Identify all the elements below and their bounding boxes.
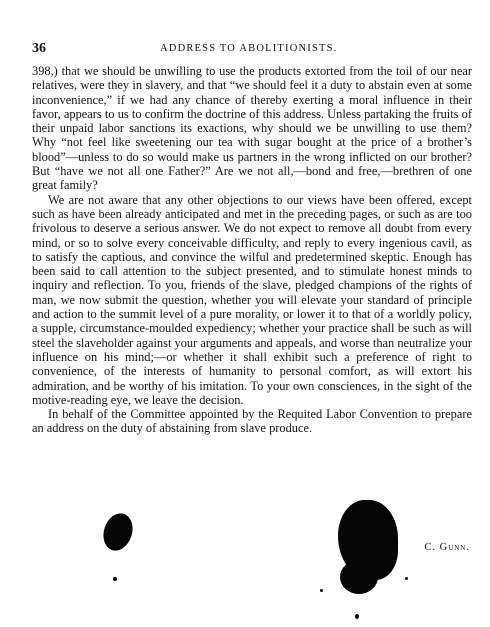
paragraph-objections: We are not aware that any other objections to our views have been offered, except such as have been already anticipated and met in the preceding pages, or such as are too frivolous to deserve a serious answer. We do not expect to remove all doubt from every mind, or so to solve every conceivable difficulty, and reply to every ingenious cavil, as to satisfy the captious, and convince the wilful and predetermined skeptic. Enough has been said to call attention to the subject presented, and to stimulate honest minds to inquiry and reflection. To you, friends of the slave, pledged champions of the rights of man, we now submit the question, whether you will elevate your standard of principle and action to the summit level of a pure morality, or lower it to that of a worldly policy, a supple, circumstance-moulded expediency; whether your practice shall be such as will steel the slaveholder against your arguments and appeals, and worse than neutralize your influence on his mind;—or whether it shall exhibit such a preference of right to convenience, of the interests of humanity to personal comfort, as will extort his admiration, and be worthy of his imitation. To your own consciences, in the sight of the motive-reading eye, we leave the decision.	[32, 192, 472, 407]
ink-speck-3	[355, 614, 359, 619]
ink-blot-left	[99, 510, 137, 555]
page-header	[32, 41, 472, 57]
running-head: ADDRESS TO ABOLITIONISTS.	[160, 43, 338, 54]
ink-speck-2	[320, 589, 323, 592]
body-text	[32, 64, 472, 436]
ink-speck-4	[405, 577, 408, 580]
paragraph-committee: In behalf of the Committee appointed by the Requited Labor Convention to prepare an address on the duty of abstaining from slave produce.	[32, 407, 472, 436]
ink-blot-drip	[340, 560, 378, 594]
signature: C. Gunn.	[424, 542, 470, 553]
page-number: 36	[32, 41, 46, 56]
ink-speck-1	[113, 577, 117, 581]
paragraph-continuation: 398,) that we should be unwilling to use the products extorted from the toil of our near relatives, were they in slavery, and that “we should feel it a duty to abstain even at some inconvenience,” if we had any chance of thereby exerting a moral influence in their favor, appears to us to confirm the doctrine of this address. Unless partaking the fruits of their unpaid labor sanctions its exactions, why should we be unwilling to use them? Why “not feel like sweetening our tea with sugar bought at the price of a brother’s blood”—unless to do so would make us partners in the wrong inflicted on our brother? But “have we not all one Father?” Are we not all,—bond and free,—brethren of one great family?	[32, 64, 472, 193]
